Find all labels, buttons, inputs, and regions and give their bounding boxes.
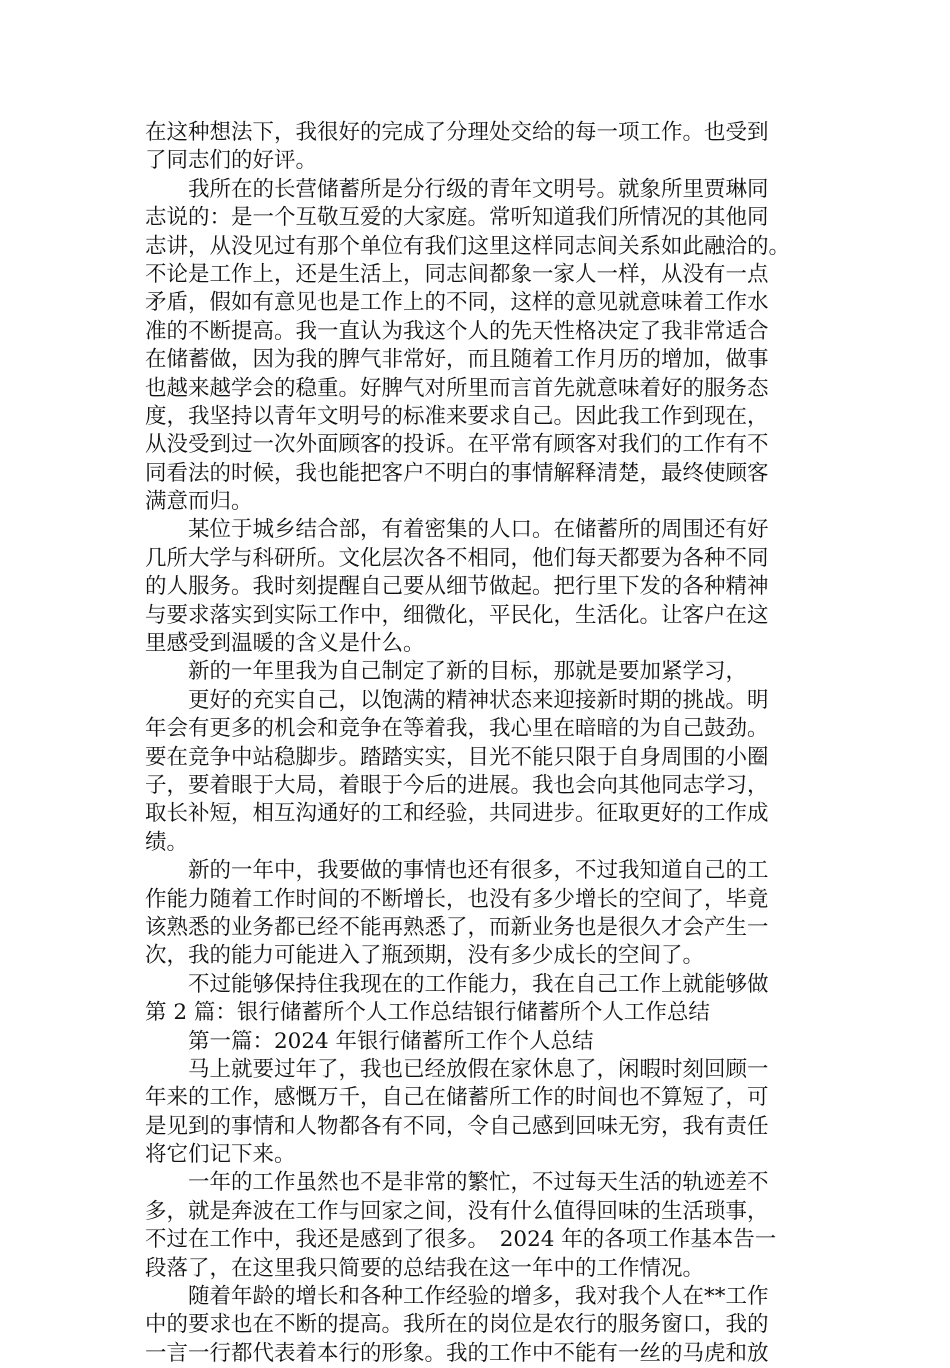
text-line: 作能力随着工作时间的不断增长，也没有多少增长的空间了，毕竟 [145,886,769,912]
text-line: 志说的：是一个互敬互爱的大家庭。常听知道我们所情况的其他同 [145,205,769,231]
text-line: 不论是工作上，还是生活上，同志间都象一家人一样，从没有一点 [145,261,769,287]
text-line: 随着年龄的增长和各种工作经验的增多，我对我个人在**工作 [145,1284,769,1310]
text-line: 马上就要过年了，我也已经放假在家休息了，闲暇时刻回顾一 [145,1056,769,1082]
text-line: 的人服务。我时刻提醒自己要从细节做起。把行里下发的各种精神 [145,574,769,600]
text-line: 几所大学与科研所。文化层次各不相同，他们每天都要为各种不同 [145,545,769,571]
text-line: 矛盾，假如有意见也是工作上的不同，这样的意见就意味着工作水 [145,290,769,316]
text-line: 段落了，在这里我只简要的总结我在这一年中的工作情况。 [145,1255,705,1281]
text-line: 一言一行都代表着本行的形象。我的工作中不能有一丝的马虎和放 [145,1340,769,1366]
subsection-heading: 第一篇：2024 年银行储蓄所工作个人总结 [145,1028,594,1054]
text-line: 不过在工作中，我还是感到了很多。 2024 年的各项工作基本告一 [145,1227,777,1253]
text-line: 了同志们的好评。 [145,148,318,174]
text-line: 该熟悉的业务都已经不能再熟悉了，而新业务也是很久才会产生一 [145,914,769,940]
section-heading: 第 2 篇：银行储蓄所个人工作总结银行储蓄所个人工作总结 [145,1000,710,1026]
text-line: 更好的充实自己，以饱满的精神状态来迎接新时期的挑战。明 [145,687,769,713]
text-line: 准的不断提高。我一直认为我这个人的先天性格决定了我非常适合 [145,318,769,344]
text-line: 中的要求也在不断的提高。我所在的岗位是农行的服务窗口，我的 [145,1312,769,1338]
text-line: 要在竞争中站稳脚步。踏踏实实，目光不能只限于自身周围的小圈 [145,744,769,770]
text-line: 志讲，从没见过有那个单位有我们这里这样同志间关系如此融洽的。 [145,233,791,259]
text-line: 度，我坚持以青年文明号的标准来要求自己。因此我工作到现在， [145,403,769,429]
text-line: 新的一年中，我要做的事情也还有很多，不过我知道自己的工 [145,858,769,884]
text-line: 我所在的长营储蓄所是分行级的青年文明号。就象所里贾琳同 [145,176,769,202]
text-line: 次，我的能力可能进入了瓶颈期，没有多少成长的空间了。 [145,943,705,969]
text-line: 年来的工作，感慨万千，自己在储蓄所工作的时间也不算短了，可 [145,1085,769,1111]
text-line: 一年的工作虽然也不是非常的繁忙，不过每天生活的轨迹差不 [145,1170,769,1196]
text-line: 新的一年里我为自己制定了新的目标，那就是要加紧学习， [145,659,748,685]
text-line: 不过能够保持住我现在的工作能力，我在自己工作上就能够做 [145,971,769,997]
text-line: 与要求落实到实际工作中，细微化，平民化，生活化。让客户在这 [145,602,769,628]
text-line: 也越来越学会的稳重。好脾气对所里而言首先就意味着好的服务态 [145,375,769,401]
text-line: 将它们记下来。 [145,1142,296,1168]
text-line: 某位于城乡结合部，有着密集的人口。在储蓄所的周围还有好 [145,517,769,543]
text-line: 在储蓄做，因为我的脾气非常好，而且随着工作月历的增加，做事 [145,347,769,373]
text-line: 满意而归。 [145,489,253,515]
text-line: 从没受到过一次外面顾客的投诉。在平常有顾客对我们的工作有不 [145,432,769,458]
text-line: 里感受到温暖的含义是什么。 [145,631,425,657]
text-line: 年会有更多的机会和竞争在等着我，我心里在暗暗的为自己鼓劲。 [145,716,769,742]
text-line: 绩。 [145,829,189,855]
text-line: 是见到的事情和人物都各有不同，令自己感到回味无穷，我有责任 [145,1113,769,1139]
text-line: 多，就是奔波在工作与回家之间，没有什么值得回味的生活琐事， [145,1198,769,1224]
text-line: 同看法的时候，我也能把客户不明白的事情解释清楚，最终使顾客 [145,460,769,486]
text-line: 在这种想法下，我很好的完成了分理处交给的每一项工作。也受到 [145,120,769,145]
document-body [145,119,817,1368]
text-line: 子，要着眼于大局，着眼于今后的进展。我也会向其他同志学习， [145,772,769,798]
text-line: 取长补短，相互沟通好的工和经验，共同进步。征取更好的工作成 [145,801,769,827]
